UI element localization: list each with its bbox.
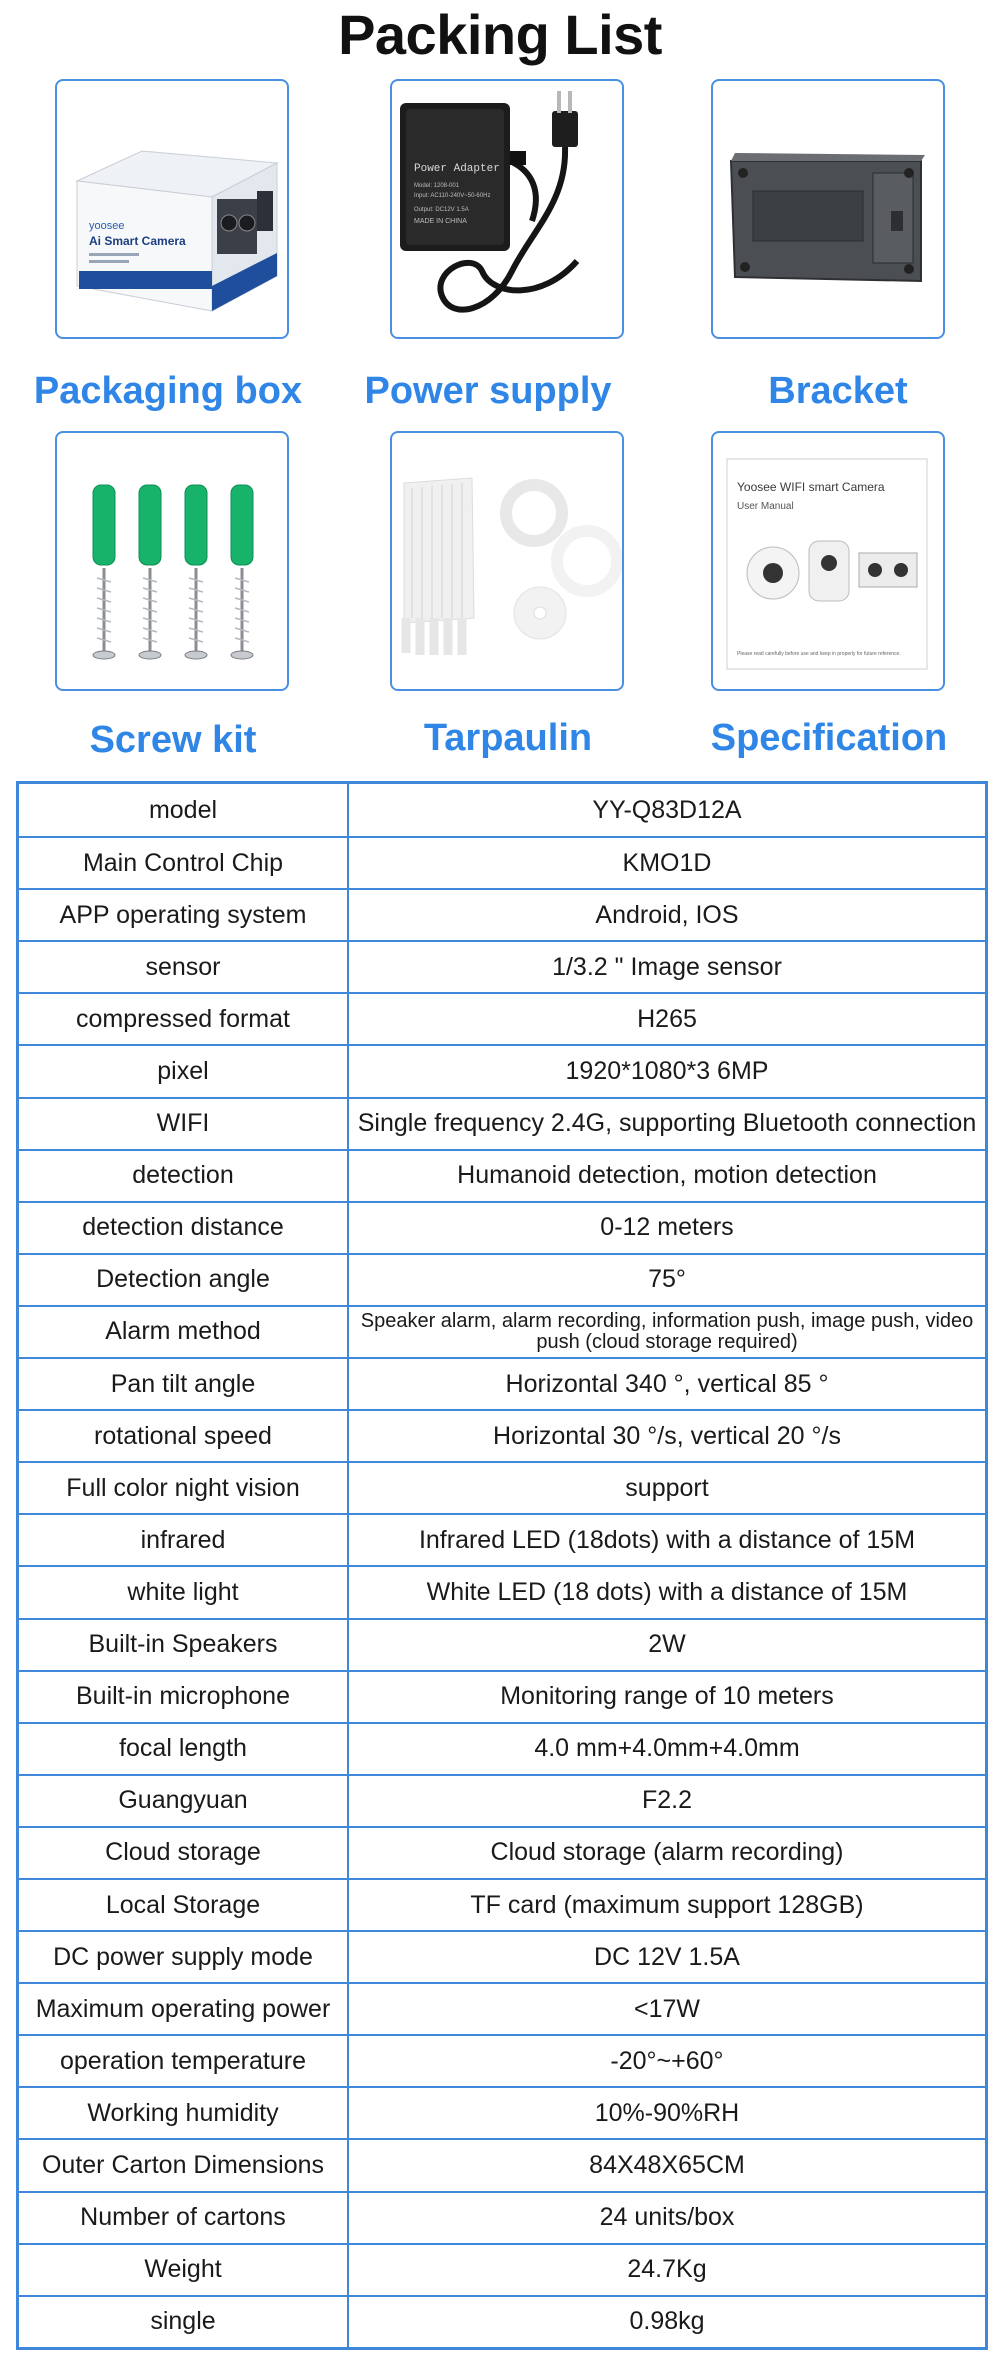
table-row <box>19 1409 985 1461</box>
table-row <box>19 992 985 1044</box>
spec-value: Single frequency 2.4G, supporting Bluetooth connection <box>357 1109 977 1138</box>
spec-key: Local Storage <box>19 1880 349 1930</box>
spec-key: Full color night vision <box>19 1463 349 1513</box>
spec-key: Detection angle <box>19 1255 349 1305</box>
spec-key: DC power supply mode <box>19 1932 349 1982</box>
spec-value: H265 <box>637 1004 697 1033</box>
table-row <box>19 2243 985 2295</box>
table-row <box>19 1513 985 1565</box>
spec-value: 75° <box>648 1265 686 1294</box>
spec-key: WIFI <box>19 1099 349 1149</box>
table-row <box>19 1149 985 1201</box>
caption-tarpaulin: Tarpaulin <box>423 717 593 759</box>
spec-table <box>16 781 988 2350</box>
manual-subtitle-text: User Manual <box>737 501 794 512</box>
bracket-card <box>711 79 945 339</box>
spec-key: operation temperature <box>19 2036 349 2086</box>
caption-packaging-box: Packaging box <box>33 370 303 412</box>
spec-value: Humanoid detection, motion detection <box>457 1161 877 1190</box>
packaging-box-card <box>55 79 289 339</box>
spec-key: Weight <box>19 2245 349 2295</box>
table-row <box>19 1357 985 1409</box>
spec-value: F2.2 <box>641 1786 693 1815</box>
spec-key: APP operating system <box>19 890 349 940</box>
spec-key: Cloud storage <box>19 1828 349 1878</box>
table-row <box>19 836 985 888</box>
manual-image <box>713 433 943 689</box>
spec-value: White LED (18 dots) with a distance of 15M <box>426 1577 908 1606</box>
tarpaulin-image <box>392 433 622 689</box>
spec-value: Infrared LED (18dots) with a distance of 15M <box>418 1525 916 1554</box>
manual-title-text: Yoosee WIFI smart Camera <box>737 480 885 494</box>
table-row <box>19 1722 985 1774</box>
adapter-line2-text: Input: AC110-240V~50-60Hz <box>414 193 491 199</box>
table-row <box>19 1461 985 1513</box>
spec-value: KMO1D <box>622 848 712 877</box>
table-row <box>19 2086 985 2138</box>
box-product-text: Ai Smart Camera <box>89 234 186 248</box>
spec-key: white light <box>19 1567 349 1617</box>
spec-key: focal length <box>19 1724 349 1774</box>
table-row <box>19 1774 985 1826</box>
bracket-image <box>713 81 943 337</box>
spec-key: detection distance <box>19 1203 349 1253</box>
spec-key: Alarm method <box>19 1307 349 1357</box>
spec-key: Number of cartons <box>19 2193 349 2243</box>
table-row <box>19 888 985 940</box>
table-row <box>19 2034 985 2086</box>
adapter-title-text: Power Adapter <box>414 163 500 175</box>
table-row <box>19 1097 985 1149</box>
table-row <box>19 940 985 992</box>
adapter-line4-text: MADE IN CHINA <box>414 218 467 225</box>
caption-power-supply: Power supply <box>364 370 612 412</box>
table-row <box>19 2138 985 2190</box>
spec-key: Maximum operating power <box>19 1984 349 2034</box>
screw-kit-card <box>55 431 289 691</box>
spec-value: 0-12 meters <box>600 1213 734 1242</box>
caption-screw-kit: Screw kit <box>89 719 257 761</box>
adapter-line1-text: Model: 1208-001 <box>414 183 460 189</box>
spec-value: Speaker alarm, alarm recording, information push, image push, video push (cloud storage required) <box>360 1309 974 1353</box>
spec-key: detection <box>19 1151 349 1201</box>
page-title: Packing List <box>338 3 662 66</box>
tarpaulin-card <box>390 431 624 691</box>
spec-value: Horizontal 340 °, vertical 85 ° <box>505 1369 829 1398</box>
table-row <box>19 1878 985 1930</box>
spec-key: Built-in microphone <box>19 1672 349 1722</box>
spec-key: sensor <box>19 942 349 992</box>
spec-key: single <box>19 2297 349 2347</box>
spec-value: TF card (maximum support 128GB) <box>470 1890 864 1919</box>
spec-value: Horizontal 30 °/s, vertical 20 °/s <box>493 1421 841 1450</box>
adapter-line3-text: Output: DC12V 1.5A <box>414 207 469 213</box>
power-supply-card <box>390 79 624 339</box>
spec-key: Outer Carton Dimensions <box>19 2140 349 2190</box>
spec-value: 10%-90%RH <box>594 2098 740 2127</box>
spec-value: Cloud storage (alarm recording) <box>490 1838 844 1867</box>
spec-key: Pan tilt angle <box>19 1359 349 1409</box>
table-row <box>19 1982 985 2034</box>
box-brand-text: yoosee <box>89 220 125 232</box>
spec-value: 0.98kg <box>629 2307 705 2336</box>
spec-key: infrared <box>19 1515 349 1565</box>
spec-key: compressed format <box>19 994 349 1044</box>
spec-value: 2W <box>648 1630 686 1659</box>
specification-card <box>711 431 945 691</box>
table-row <box>19 1618 985 1670</box>
spec-value: support <box>625 1473 709 1502</box>
power-supply-image <box>392 81 622 337</box>
spec-value: 1920*1080*3 6MP <box>565 1057 769 1086</box>
table-row <box>19 784 985 836</box>
spec-key: Built-in Speakers <box>19 1620 349 1670</box>
spec-value: YY-Q83D12A <box>592 795 742 824</box>
spec-value: -20°~+60° <box>610 2046 724 2075</box>
spec-key: rotational speed <box>19 1411 349 1461</box>
table-row <box>19 1565 985 1617</box>
screw-kit-image <box>57 433 287 689</box>
spec-key: Working humidity <box>19 2088 349 2138</box>
table-row <box>19 1201 985 1253</box>
spec-value: 24 units/box <box>599 2203 735 2232</box>
caption-bracket: Bracket <box>768 370 908 412</box>
spec-value: 1/3.2 " Image sensor <box>552 952 782 981</box>
packaging-box-image <box>57 81 287 337</box>
caption-specification: Specification <box>710 717 948 759</box>
spec-value: Monitoring range of 10 meters <box>500 1682 834 1711</box>
table-row <box>19 1305 985 1357</box>
spec-value: <17W <box>633 1994 700 2023</box>
spec-key: pixel <box>19 1046 349 1096</box>
manual-footer-text: Please read carefully before use and keep in properly for future reference. <box>737 651 901 657</box>
table-row <box>19 1670 985 1722</box>
spec-value: 84X48X65CM <box>589 2150 745 2179</box>
spec-value: 4.0 mm+4.0mm+4.0mm <box>534 1734 800 1763</box>
spec-value: DC 12V 1.5A <box>594 1942 740 1971</box>
spec-key: Main Control Chip <box>19 838 349 888</box>
spec-value: Android, IOS <box>595 900 739 929</box>
spec-key: Guangyuan <box>19 1776 349 1826</box>
table-row <box>19 1826 985 1878</box>
table-row <box>19 1044 985 1096</box>
spec-key: model <box>19 784 349 836</box>
spec-value: 24.7Kg <box>627 2255 707 2284</box>
table-row <box>19 1253 985 1305</box>
table-row <box>19 2191 985 2243</box>
table-row <box>19 2295 985 2347</box>
table-row <box>19 1930 985 1982</box>
